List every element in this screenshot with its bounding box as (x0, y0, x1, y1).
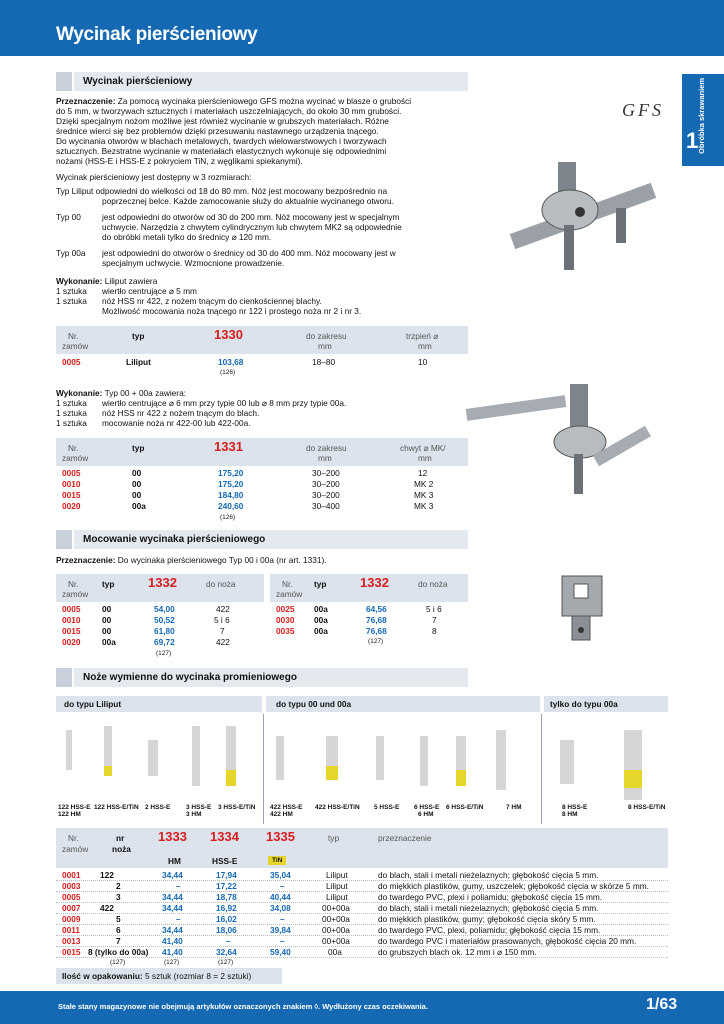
type-desc: poprzecznej belce. Każde zamocowanie służy do aktualnie wycinanego otworu. (102, 196, 394, 206)
price-cell: 69,72 (154, 637, 175, 647)
type-cell: Liliput (326, 881, 348, 891)
cutter-422-image (276, 736, 284, 780)
item-text: wiertło centrujące ⌀ 5 mm (102, 286, 197, 296)
material-hm: HM (168, 856, 181, 866)
section-title: Wycinak pierścieniowy (83, 76, 193, 87)
knife-nr: 6 (116, 925, 121, 935)
type-cell: 00a (132, 501, 146, 511)
price-hss: 17,94 (216, 870, 237, 880)
chapter-tab[interactable] (682, 74, 724, 166)
qty: 1 sztuka (56, 398, 87, 408)
price-tin: 34,08 (270, 903, 291, 913)
col-range-unit: mm (318, 341, 332, 351)
group-liliput (56, 696, 262, 712)
knife-nr: 8 (tylko do 00a) (88, 947, 149, 957)
cutter-label: 8 HSS-E/TiN (628, 804, 666, 811)
price-hm: 34,44 (162, 903, 183, 913)
type-desc: specjalnym uchwycie. Wzmocnione prowadzenie. (102, 258, 285, 268)
purpose-paragraph (56, 96, 466, 166)
shank-cell: 10 (418, 357, 428, 367)
type-00 (56, 212, 466, 242)
item-text: wiertło centrujące ⌀ 6 mm przy typie 00 lub ⌀ 8 mm przy typie 00a. (102, 398, 347, 408)
section-title: Mocowanie wycinaka pierścieniowego (83, 534, 266, 545)
price-hm: 34,44 (162, 892, 183, 902)
col-purpose: przeznaczenie (378, 833, 432, 843)
table-row[interactable] (270, 604, 468, 615)
col-typ: typ (314, 579, 327, 589)
col-nr: Nr. (68, 579, 79, 589)
table-row[interactable] (56, 501, 468, 512)
availability-text: Wycinak pierścieniowy jest dostępny w 3 rozmiarach: (56, 172, 252, 182)
type-label: Typ Liliput (56, 186, 94, 196)
type-cell: 00a (314, 615, 328, 625)
article-number: 1330 (214, 327, 243, 342)
col-shank-unit: mm (418, 453, 432, 463)
type-00a (56, 248, 466, 268)
order-nr: 0020 (62, 637, 81, 647)
range-cell: 18–80 (312, 357, 336, 367)
cutter-label: 122 HSS-E/TiN (94, 804, 139, 811)
table-row[interactable] (56, 936, 668, 947)
type-cell: 00 (132, 479, 142, 489)
cutter-label: 3 HSS-E 3 HM (186, 804, 212, 818)
purpose-cell: do blach, stali i metali nieżelaznych; głębokość cięcia 5 mm. (378, 870, 599, 880)
price-tin: – (280, 914, 285, 924)
article-number: 1331 (214, 439, 243, 454)
order-nr: 0003 (62, 881, 81, 891)
page-footer (0, 991, 724, 1024)
table-row[interactable] (56, 626, 264, 637)
table-1331-body (56, 468, 468, 514)
cutter-label: 122 HSS-E 122 HM (58, 804, 91, 818)
price-cell: 184,80 (218, 490, 244, 500)
price-cell: 240,60 (218, 501, 244, 511)
type-label: Typ 00a (56, 248, 86, 258)
price-hss: 16,92 (216, 903, 237, 913)
cutter-122-tin-image (104, 726, 112, 766)
col-knife: do noża (206, 579, 236, 589)
range-cell: 30–200 (312, 479, 340, 489)
table-1331-header (56, 438, 468, 466)
chapter-number: 1 (686, 128, 699, 153)
tin-tip (624, 770, 642, 788)
cutter-holder-image (548, 572, 620, 644)
group-00a (544, 696, 668, 712)
group-label: do typu Liliput (64, 699, 122, 709)
price-tin: 40,44 (270, 892, 291, 902)
order-nr: 0005 (62, 357, 81, 367)
cutter-label: 7 HM (506, 804, 522, 811)
table-row[interactable] (56, 881, 668, 892)
article-number: 1332 (360, 575, 389, 590)
item-text: nóż HSS nr 422, z nożem tnącym do cienkościennej blachy. (102, 296, 322, 306)
table-row[interactable] (56, 615, 264, 626)
col-nr: Nr. (68, 443, 79, 453)
holder-purpose (56, 555, 327, 565)
material-hss: HSS-E (212, 856, 238, 866)
order-nr: 0007 (62, 903, 81, 913)
price-tin: 59,40 (270, 947, 291, 957)
page-ref: (127) (156, 650, 172, 657)
qty: 1 sztuka (56, 296, 87, 306)
shank-cell: 12 (418, 468, 428, 478)
table-row[interactable] (56, 903, 668, 914)
page-number: 1/63 (646, 996, 678, 1013)
qty: 1 sztuka (56, 418, 87, 428)
type-desc: odpowiedni do wielkości od 18 do 80 mm. Nóż jest mocowany bezpośrednio na (95, 186, 388, 196)
col-range: do zakresu (306, 331, 347, 341)
knife-cell: 8 (432, 626, 437, 636)
type-cell: 00a (102, 637, 116, 647)
price-hss: – (226, 936, 231, 946)
article-number: 1334 (210, 829, 239, 844)
type-cell: Liliput (326, 892, 348, 902)
col-typ: typ (132, 331, 145, 341)
price-cell: 76,68 (366, 626, 387, 636)
order-nr: 0001 (62, 870, 81, 880)
knife-cell: 7 (432, 615, 437, 625)
table-1332-left-header (56, 574, 264, 602)
table-knives-body (56, 870, 668, 962)
purpose-line: średnice wierci się bez problemów dzięki przesuwaniu nastawnego urządzenia tnącego. (56, 126, 379, 136)
knife-cell: 7 (220, 626, 225, 636)
type-cell: 00 (102, 604, 112, 614)
price-cell: 54,00 (154, 604, 175, 614)
price-tin: – (280, 936, 285, 946)
tin-tip (226, 770, 236, 786)
range-cell: 30–200 (312, 468, 340, 478)
group-label: do typu 00 und 00a (276, 699, 352, 709)
table-1332-right (270, 604, 468, 638)
chapter-label: Obróbka skrawaniem (697, 78, 706, 154)
page-ref: (127) (368, 638, 384, 645)
item-text: nóż HSS nr 422 z nożem tnącym do blach. (102, 408, 260, 418)
divider (263, 714, 264, 824)
table-row[interactable] (56, 947, 668, 958)
knife-cell: 422 (216, 637, 230, 647)
page-header (0, 0, 724, 56)
col-zamow: zamów (62, 453, 89, 463)
table-row[interactable] (56, 604, 264, 615)
type-cell: 00a (314, 626, 328, 636)
order-nr: 0013 (62, 936, 81, 946)
group-00 (266, 696, 540, 712)
purpose-line: sztucznych. Bezstratne wycinanie w materiałach elastycznych wykonuje się odpowiednimi (56, 146, 387, 156)
knife-nr: 422 (100, 903, 114, 913)
price-hm: 34,44 (162, 870, 183, 880)
col-range-unit: mm (318, 453, 332, 463)
price-tin: 35,04 (270, 870, 291, 880)
article-number: 1332 (148, 575, 177, 590)
price-hm: – (176, 914, 181, 924)
order-nr: 0005 (62, 892, 81, 902)
order-nr: 0010 (62, 615, 81, 625)
col-nr: Nr. (68, 833, 79, 843)
shank-cell: MK 2 (414, 479, 434, 489)
footer-note: Stałe stany magazynowe nie obejmują artykułów oznaczonych znakiem ◊. Wydłużony czas oczekiwania. (58, 1002, 428, 1011)
order-nr: 0005 (62, 468, 81, 478)
order-nr: 0010 (62, 479, 81, 489)
tin-tip (326, 766, 338, 780)
table-row[interactable] (270, 626, 468, 637)
type-cell: 00 (132, 468, 142, 478)
order-nr: 0009 (62, 914, 81, 924)
purpose-line: Za pomocą wycinaka pierścieniowego GFS można wycinać w blasze o grubości (117, 96, 412, 106)
price-hm: 34,44 (162, 925, 183, 935)
price-cell: 76,68 (366, 615, 387, 625)
item-text: mocowanie noża nr 422-00 lub 422-00a. (102, 418, 251, 428)
table-row[interactable] (270, 615, 468, 626)
cutter-8-tin-image (624, 730, 642, 800)
execution-00 (56, 388, 466, 428)
type-desc: jest odpowiedni do otworów o średnicy od 30 do 400 mm. Nóż mocowany jest w (102, 248, 396, 258)
cutter-3-image (192, 726, 200, 786)
col-typ: typ (132, 443, 145, 453)
col-zamow: zamów (276, 589, 303, 599)
table-row[interactable] (56, 914, 668, 925)
section-header-ring-cutter (56, 72, 468, 91)
purpose-line: do 5 mm, w tworzywach sztucznych i materiałach uszczelniających, do około 30 mm grubości. (56, 106, 402, 116)
col-knife-nr: nr (116, 833, 125, 843)
type-desc: uchwycie. Narzędzia z chwytem cylindrycznym lub chwytem MK2 są odpowiednie (102, 222, 402, 232)
divider (541, 714, 542, 824)
knife-cell: 5 i 6 (214, 615, 230, 625)
type-cell: 00+00a (322, 936, 350, 946)
item-text: Możliwość mocowania noża tnącego nr 122 i prostego noża nr 2 i nr 3. (102, 306, 362, 316)
type-desc: do obróbki metali tylko do średnicy ⌀ 120 mm. (102, 232, 272, 242)
cutter-label: 5 HSS-E (374, 804, 400, 811)
execution-label: Wykonanie: (56, 388, 103, 398)
cutter-label: 422 HSS-E 422 HM (270, 804, 303, 818)
execution-head: Liliput zawiera (104, 276, 158, 286)
material-tin: TiN (268, 856, 286, 865)
execution-label: Wykonanie: (56, 276, 103, 286)
type-cell: 00+00a (322, 925, 350, 935)
page-ref: (126) (220, 369, 236, 376)
type-cell: 00a (314, 604, 328, 614)
type-desc: jest odpowiedni do otworów od 30 do 200 mm. Nóż mocowany jest w specjalnym (102, 212, 400, 222)
shank-cell: MK 3 (414, 490, 434, 500)
purpose-label: Przeznaczenie: (56, 96, 116, 106)
price-cell: 50,52 (154, 615, 175, 625)
order-nr: 0015 (62, 947, 81, 957)
cutter-5-image (376, 736, 384, 780)
purpose-cell: do blach, stali i metali nieżelaznych; głębokość cięcia 5 mm. (378, 903, 599, 913)
col-nr: Nr. (68, 331, 79, 341)
table-row[interactable] (56, 490, 468, 501)
type-cell: 00+00a (322, 914, 350, 924)
section-header-cutters (56, 668, 468, 687)
type-label: Typ 00 (56, 212, 81, 222)
purpose-cell: do twardego PVC, plexi i poliamidu; głębokość cięcia 15 mm. (378, 892, 603, 902)
cutter-6-image (420, 736, 428, 786)
purpose-cell: do twardego PVC, plexi, poliamidu; głębokość cięcia 15 mm. (378, 925, 601, 935)
type-cell: 00 (102, 615, 112, 625)
section-header-holder (56, 530, 468, 549)
price-cell: 175,20 (218, 479, 244, 489)
table-knives-header (56, 828, 668, 868)
cutter-label: 3 HSS-E/TiN (218, 804, 256, 811)
section-title: Noże wymienne do wycinaka promieniowego (83, 672, 297, 683)
knife-nr: 122 (100, 870, 114, 880)
col-typ: typ (102, 579, 115, 589)
type-cell: 00a (328, 947, 342, 957)
col-zamow: zamów (62, 341, 89, 351)
price-hss: 32,64 (216, 947, 237, 957)
price-cell: 61,80 (154, 626, 175, 636)
col-zamow: zamów (62, 844, 89, 854)
page-title: Wycinak pierścieniowy (56, 24, 258, 45)
price-hss: 18,78 (216, 892, 237, 902)
price-cell: 175,20 (218, 468, 244, 478)
execution-liliput (56, 276, 466, 316)
shank-cell: MK 3 (414, 501, 434, 511)
price-hm: 41,40 (162, 936, 183, 946)
knife-cell: 422 (216, 604, 230, 614)
price-hm: 41,40 (162, 947, 183, 957)
range-cell: 30–400 (312, 501, 340, 511)
col-shank-unit: mm (418, 341, 432, 351)
cutter-122-image (66, 730, 72, 770)
page-ref: (127) (218, 959, 234, 966)
col-range: do zakresu (306, 443, 347, 453)
knife-nr: 2 (116, 881, 121, 891)
cutter-8-image (560, 740, 574, 784)
article-number: 1333 (158, 829, 187, 844)
purpose-cell: do miękkich plastików, gumy; głębokość cięcia skóry 5 mm. (378, 914, 596, 924)
purpose-text: Do wycinaka pierścieniowego Typ 00 i 00a (nr art. 1331). (117, 555, 327, 565)
col-shank: chwyt ⌀ MK/ (400, 443, 446, 453)
table-row[interactable] (56, 892, 668, 903)
price-hss: 18,06 (216, 925, 237, 935)
table-1332-left (56, 604, 264, 650)
knife-nr: 3 (116, 892, 121, 902)
type-cell: 00 (132, 490, 142, 500)
purpose-line: Dzięki specjalnym nożom możliwe jest również wycinanie w grubszych materiałach. Różne (56, 116, 389, 126)
purpose-label: Przeznaczenie: (56, 555, 116, 565)
pack-quantity (56, 968, 282, 984)
type-cell: 00+00a (322, 903, 350, 913)
col-nr: Nr. (282, 579, 293, 589)
page-ref: (127) (164, 959, 180, 966)
knife-nr: 5 (116, 914, 121, 924)
type-cell: 00 (102, 626, 112, 636)
qty: 1 sztuka (56, 408, 87, 418)
table-row[interactable] (56, 637, 264, 648)
table-row[interactable] (56, 468, 468, 479)
table-1332-right-header (270, 574, 468, 602)
table-row[interactable] (56, 479, 468, 490)
purpose-cell: do miękkich plastików, gumy, uszczelek; głębokość cięcia w skórze 5 mm. (378, 881, 649, 891)
knife-cell: 5 i 6 (426, 604, 442, 614)
price-hm: – (176, 881, 181, 891)
execution-head: Typ 00 + 00a zawiera: (104, 388, 186, 398)
range-cell: 30–200 (312, 490, 340, 500)
type-cell: Liliput (126, 357, 151, 367)
article-number: 1335 (266, 829, 295, 844)
cutter-label: 6 HSS-E 6 HM (414, 804, 440, 818)
order-nr: 0015 (62, 490, 81, 500)
order-nr: 0030 (276, 615, 295, 625)
price-tin: 39,84 (270, 925, 291, 935)
order-nr: 0011 (62, 925, 80, 935)
pack-value: 5 sztuk (rozmiar 8 = 2 sztuki) (145, 971, 252, 981)
purpose-cell: do grubszych blach ok. 12 mm i ⌀ 150 mm. (378, 947, 537, 957)
page-ref: (126) (220, 514, 236, 521)
price-cell: 103,68 (218, 357, 244, 367)
col-knife-nr: noża (112, 844, 131, 854)
price-hss: 17,22 (216, 881, 237, 891)
price-hss: 16,02 (216, 914, 237, 924)
cutter-label: 2 HSS-E (145, 804, 171, 811)
col-knife: do noża (418, 579, 448, 589)
order-nr: 0005 (62, 604, 81, 614)
price-tin: – (280, 881, 285, 891)
table-row[interactable] (56, 870, 668, 881)
order-nr: 0035 (276, 626, 295, 636)
tin-tip (456, 770, 466, 786)
page-ref: (127) (110, 959, 126, 966)
table-row[interactable] (56, 925, 668, 936)
table-1330-header (56, 326, 468, 354)
ring-cutter-liliput-image (488, 150, 668, 310)
purpose-cell: do twardego PVC i materiałów prasowanych, głębokość cięcia 20 mm. (378, 936, 637, 946)
type-liliput (56, 186, 466, 206)
group-label: tylko do typu 00a (550, 699, 618, 709)
cutter-2-image (148, 740, 158, 776)
cutter-label: 422 HSS-E/TiN (315, 804, 360, 811)
purpose-line: Do wycinania otworów w blachach metalowych, twardych wielowarstwowych i tworzywach (56, 136, 387, 146)
table-row[interactable] (56, 356, 468, 367)
cutter-label: 6 HSS-E/TiN (446, 804, 484, 811)
pack-label: Ilość w opakowaniu: (62, 971, 143, 981)
gfs-logo: GFS (622, 100, 664, 120)
col-shank: trzpień ⌀ (406, 331, 439, 341)
cutter-label: 8 HSS-E 8 HM (562, 804, 588, 818)
price-cell: 64,56 (366, 604, 387, 614)
order-nr: 0015 (62, 626, 81, 636)
order-nr: 0020 (62, 501, 81, 511)
cutter-7-image (496, 730, 506, 790)
col-zamow: zamów (62, 589, 89, 599)
tin-tip (104, 766, 112, 776)
purpose-line: nożami (HSS-E i HSS-E z pokryciem TiN, z węglikami spiekanymi). (56, 156, 303, 166)
knife-nr: 7 (116, 936, 121, 946)
qty: 1 sztuka (56, 286, 87, 296)
order-nr: 0025 (276, 604, 295, 614)
col-typ: typ (328, 833, 340, 843)
type-cell: Liliput (326, 870, 348, 880)
ring-cutter-00-image (462, 380, 658, 530)
